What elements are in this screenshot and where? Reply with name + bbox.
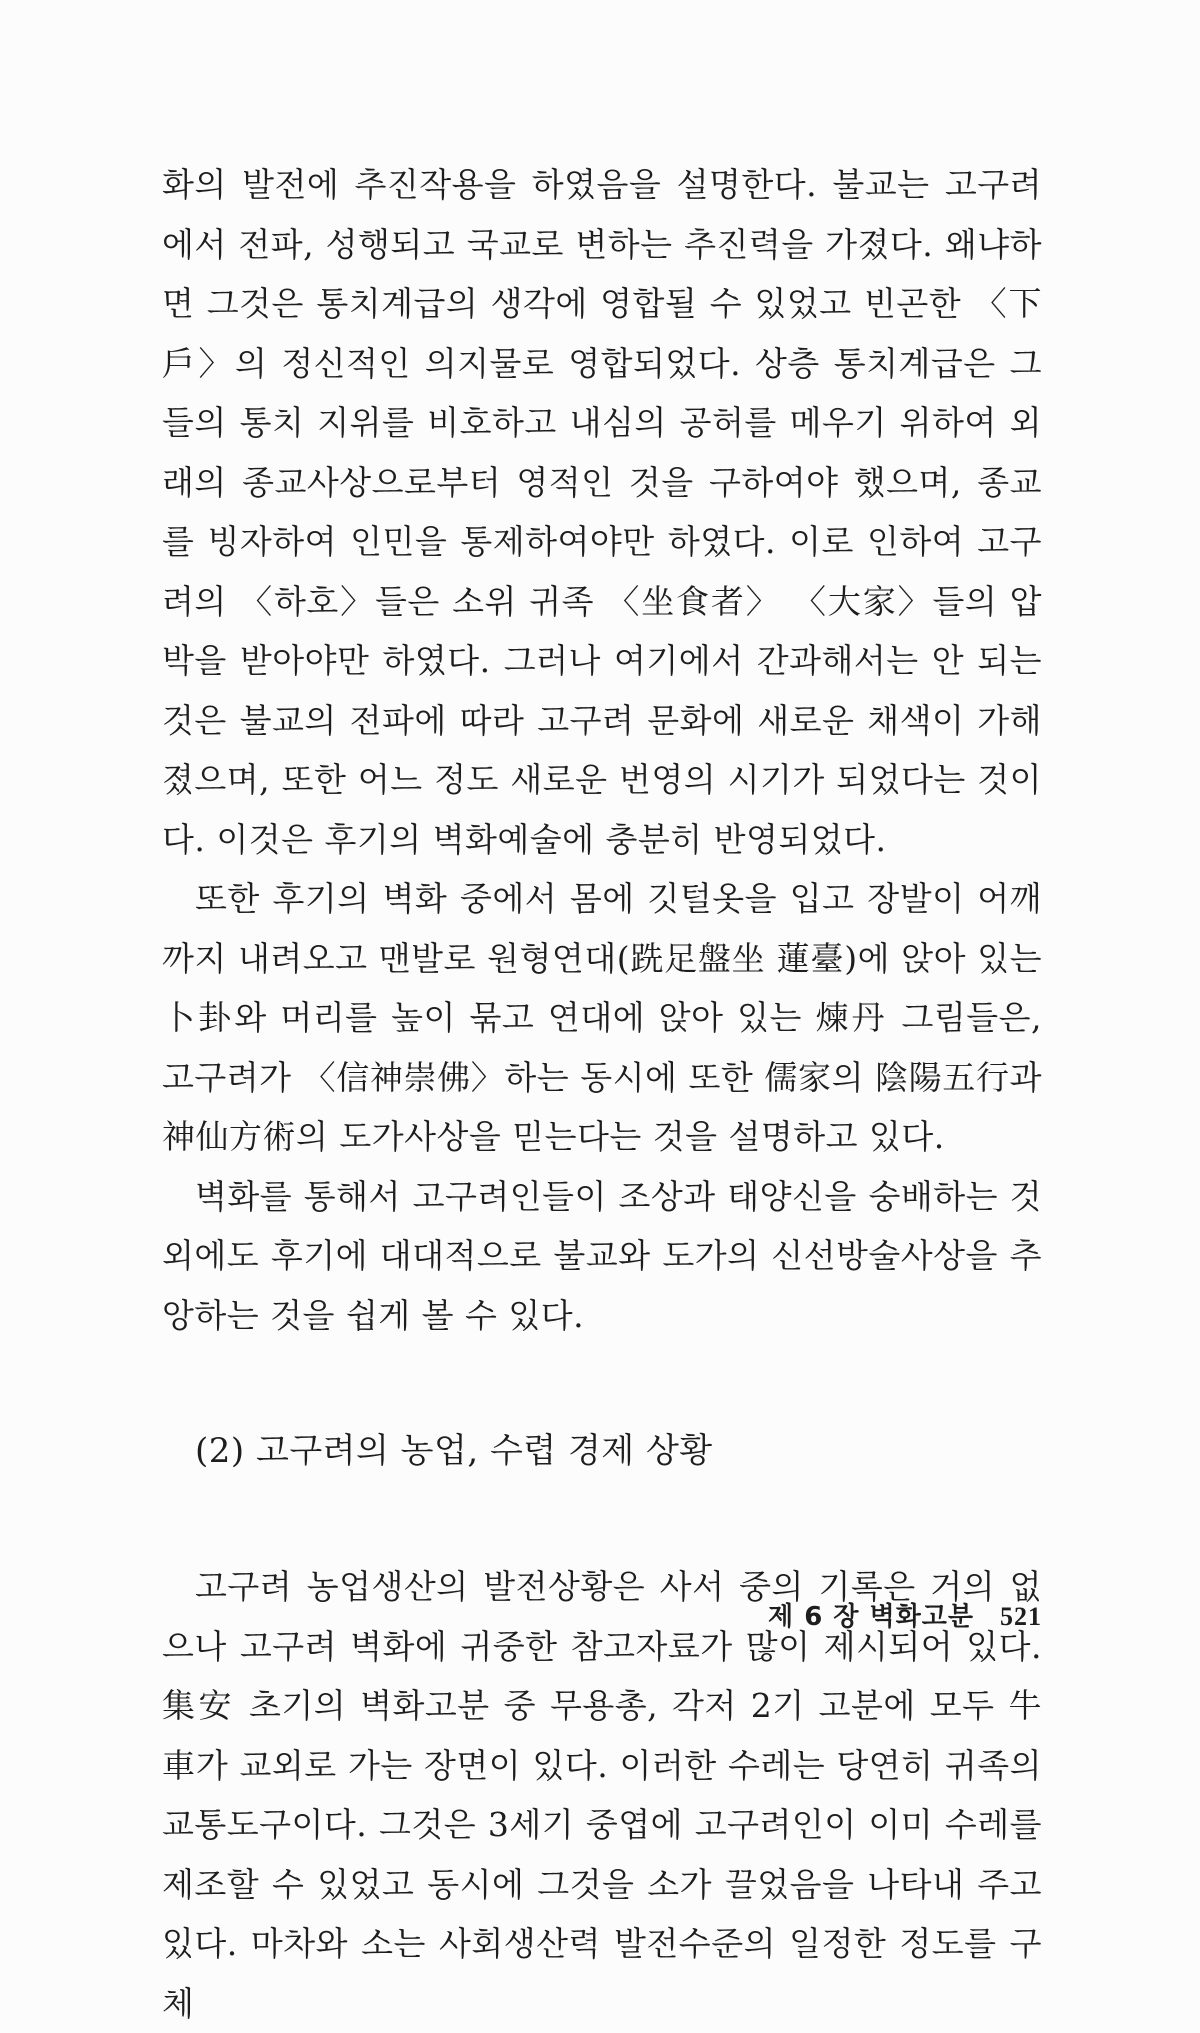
paragraph-later-murals: 또한 후기의 벽화 중에서 몸에 깃털옷을 입고 장발이 어깨까지 내려오고 맨발로 원형연대(跣足盤坐 蓮臺)에 앉아 있는 卜卦와 머리를 높이 묶고 연대에 앉아 있는 煉丹 그림들은, 고구려가 〈信神崇佛〉하는 동시에 또한 儒家의 陰陽五行과 神仙方術의 도가사상을 믿는다는 것을 설명하고 있다. [162, 879, 1042, 1156]
paragraph-worship: 벽화를 통해서 고구려인들이 조상과 태양신을 숭배하는 것 외에도 후기에 대대적으로 불교와 도가의 신선방술사상을 추앙하는 것을 쉽게 볼 수 있다. [162, 1176, 1042, 1335]
chapter-label: 제 6 장 벽화고분 [768, 1602, 974, 1632]
section-heading: (2) 고구려의 농업, 수렵 경제 상황 [195, 1431, 713, 1471]
paragraph-continued: 화의 발전에 추진작용을 하였음을 설명한다. 불교는 고구려에서 전파, 성행되고 국교로 변하는 추진력을 가졌다. 왜냐하면 그것은 통치계급의 생각에 영합될 수 있었고 빈곤한 〈下戶〉의 정신적인 의지물로 영합되었다. 상층 통치계급은 그들의 통치 지위를 비호하고 내심의 공허를 메우기 위하여 외래의 종교사상으로부터 영적인 것을 구하여야 했으며, 종교를 빙자하여 인민을 통제하여야만 하였다. 이로 인하여 고구려의 〈하호〉들은 소위 귀족 〈坐食者〉 〈大家〉들의 압박을 받아야만 하였다. 그러나 여기에서 간과해서는 안 되는 것은 불교의 전파에 따라 고구려 문화에 새로운 채색이 가해졌으며, 또한 어느 정도 새로운 번영의 시기가 되었다는 것이다. 이것은 후기의 벽화예술에 충분히 반영되었다. [162, 165, 1042, 859]
body-text [162, 155, 1042, 2033]
page-footer [768, 1596, 1042, 1633]
page-number: 521 [1000, 1602, 1042, 1631]
paragraph-agriculture: 고구려 농업생산의 발전상황은 사서 중의 기록은 거의 없으나 고구려 벽화에 귀중한 참고자료가 많이 제시되어 있다. 集安 초기의 벽화고분 중 무용총, 각저 2기 고분에 모두 牛車가 교외로 가는 장면이 있다. 이러한 수레는 당연히 귀족의 교통도구이다. 그것은 3세기 중엽에 고구려인이 이미 수레를 제조할 수 있었고 동시에 그것을 소가 끌었음을 나타내 주고 있다. 마차와 소는 사회생산력 발전수준의 일정한 정도를 구체 [162, 1567, 1042, 2023]
